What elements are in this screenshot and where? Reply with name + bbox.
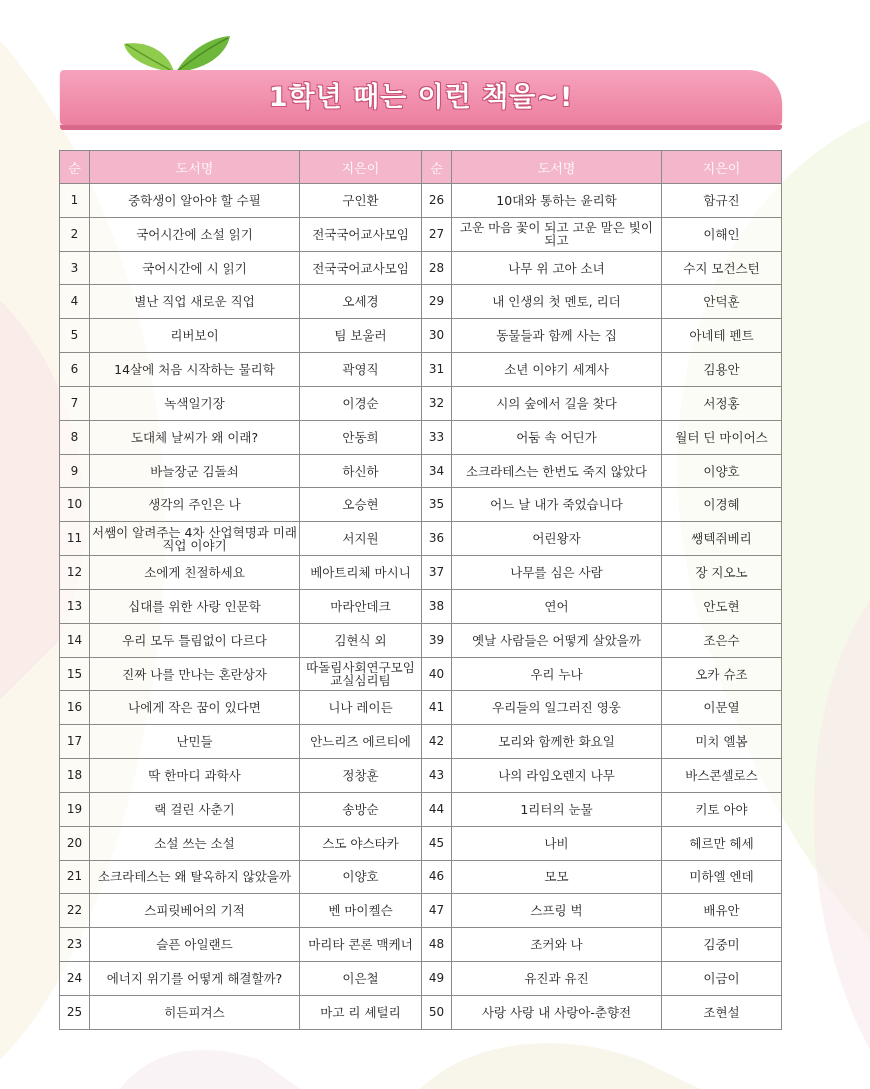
- book-author: 서정홍: [662, 386, 782, 420]
- page-title: 1학년 때는 이런 책을~!: [268, 82, 574, 113]
- book-author: 니나 레이든: [300, 691, 422, 725]
- table-row: [60, 589, 782, 623]
- book-list-table: [59, 150, 782, 1030]
- book-title: 리버보이: [90, 319, 300, 353]
- table-row: [60, 420, 782, 454]
- book-title: 모리와 함께한 화요일: [452, 725, 662, 759]
- book-author: 이문열: [662, 691, 782, 725]
- book-number: 3: [60, 251, 90, 285]
- table-row: [60, 962, 782, 996]
- book-title: 나무를 심은 사람: [452, 556, 662, 590]
- table-row: [60, 353, 782, 387]
- book-number: 36: [422, 522, 452, 556]
- book-title: 유진과 유진: [452, 962, 662, 996]
- book-author: 오세경: [300, 285, 422, 319]
- book-author: 쌩텍쥐베리: [662, 522, 782, 556]
- table-row: [60, 995, 782, 1029]
- book-author: 조현설: [662, 995, 782, 1029]
- book-author: 오승현: [300, 488, 422, 522]
- book-title: 나무 위 고아 소녀: [452, 251, 662, 285]
- book-author: 조은수: [662, 623, 782, 657]
- book-author: 전국국어교사모임: [300, 217, 422, 251]
- book-title: 바늘장군 김돌쇠: [90, 454, 300, 488]
- book-title: 모모: [452, 860, 662, 894]
- book-author: 하신하: [300, 454, 422, 488]
- book-title: 소설 쓰는 소설: [90, 826, 300, 860]
- book-author: 곽영직: [300, 353, 422, 387]
- book-number: 11: [60, 522, 90, 556]
- book-number: 40: [422, 657, 452, 691]
- book-author: 마리타 콘론 맥케너: [300, 928, 422, 962]
- book-number: 48: [422, 928, 452, 962]
- book-author: 이양호: [300, 860, 422, 894]
- book-number: 8: [60, 420, 90, 454]
- book-author: 안도현: [662, 589, 782, 623]
- table-row: [60, 759, 782, 793]
- book-title: 나에게 작은 꿈이 있다면: [90, 691, 300, 725]
- book-title: 1리터의 눈물: [452, 792, 662, 826]
- book-number: 28: [422, 251, 452, 285]
- book-number: 29: [422, 285, 452, 319]
- book-author: 베아트리체 마시니: [300, 556, 422, 590]
- book-number: 34: [422, 454, 452, 488]
- book-title: 국어시간에 시 읽기: [90, 251, 300, 285]
- book-author: 바스콘셀로스: [662, 759, 782, 793]
- book-title: 소에게 친절하세요: [90, 556, 300, 590]
- book-title: 나의 라임오렌지 나무: [452, 759, 662, 793]
- book-title: 녹색일기장: [90, 386, 300, 420]
- book-number: 22: [60, 894, 90, 928]
- table-row: [60, 725, 782, 759]
- book-title: 십대를 위한 사랑 인문학: [90, 589, 300, 623]
- book-title: 별난 직업 새로운 직업: [90, 285, 300, 319]
- book-number: 38: [422, 589, 452, 623]
- book-number: 10: [60, 488, 90, 522]
- book-number: 33: [422, 420, 452, 454]
- book-number: 6: [60, 353, 90, 387]
- book-author: 서지원: [300, 522, 422, 556]
- book-author: 월터 딘 마이어스: [662, 420, 782, 454]
- book-title: 10대와 통하는 윤리학: [452, 184, 662, 218]
- table-row: [60, 826, 782, 860]
- book-author: 안느리즈 에르티에: [300, 725, 422, 759]
- table-row: [60, 217, 782, 251]
- book-author: 송방순: [300, 792, 422, 826]
- book-number: 47: [422, 894, 452, 928]
- book-number: 32: [422, 386, 452, 420]
- book-title: 소년 이야기 세계사: [452, 353, 662, 387]
- book-title: 난민들: [90, 725, 300, 759]
- book-title: 히든피겨스: [90, 995, 300, 1029]
- book-author: 전국국어교사모임: [300, 251, 422, 285]
- book-author: 팀 보울러: [300, 319, 422, 353]
- book-title: 조커와 나: [452, 928, 662, 962]
- book-number: 35: [422, 488, 452, 522]
- book-title: 시의 숲에서 길을 찾다: [452, 386, 662, 420]
- book-title: 우리 모두 틀림없이 다르다: [90, 623, 300, 657]
- book-number: 21: [60, 860, 90, 894]
- book-author: 벤 마이켈슨: [300, 894, 422, 928]
- book-number: 13: [60, 589, 90, 623]
- table-row: [60, 488, 782, 522]
- book-number: 42: [422, 725, 452, 759]
- book-author: 이경혜: [662, 488, 782, 522]
- book-title: 슬픈 아일랜드: [90, 928, 300, 962]
- book-author: 이은철: [300, 962, 422, 996]
- table-header-row: [60, 151, 782, 184]
- book-number: 43: [422, 759, 452, 793]
- table-row: [60, 894, 782, 928]
- table-row: [60, 522, 782, 556]
- book-title: 서쌤이 알려주는 4차 산업혁명과 미래 직업 이야기: [90, 522, 300, 556]
- table-row: [60, 556, 782, 590]
- book-number: 14: [60, 623, 90, 657]
- leaf-icon: [122, 30, 232, 74]
- table-row: [60, 184, 782, 218]
- table-row: [60, 691, 782, 725]
- table-row: [60, 657, 782, 691]
- book-title: 연어: [452, 589, 662, 623]
- book-number: 1: [60, 184, 90, 218]
- book-author: 안덕훈: [662, 285, 782, 319]
- book-author: 배유안: [662, 894, 782, 928]
- book-author: 함규진: [662, 184, 782, 218]
- book-author: 이해인: [662, 217, 782, 251]
- book-title: 딱 한마디 과학사: [90, 759, 300, 793]
- book-title: 소크라테스는 왜 탈옥하지 않았을까: [90, 860, 300, 894]
- book-number: 50: [422, 995, 452, 1029]
- table-row: [60, 251, 782, 285]
- book-number: 12: [60, 556, 90, 590]
- book-number: 46: [422, 860, 452, 894]
- book-author: 마라안데크: [300, 589, 422, 623]
- book-title: 어둠 속 어딘가: [452, 420, 662, 454]
- book-title: 생각의 주인은 나: [90, 488, 300, 522]
- book-number: 2: [60, 217, 90, 251]
- table-row: [60, 623, 782, 657]
- book-number: 31: [422, 353, 452, 387]
- book-author: 김용안: [662, 353, 782, 387]
- book-author: 수지 모건스턴: [662, 251, 782, 285]
- book-title: 14살에 처음 시작하는 물리학: [90, 353, 300, 387]
- book-title: 사랑 사랑 내 사랑아-춘향전: [452, 995, 662, 1029]
- book-title: 우리 누나: [452, 657, 662, 691]
- book-number: 25: [60, 995, 90, 1029]
- table-row: [60, 860, 782, 894]
- book-number: 15: [60, 657, 90, 691]
- table-row: [60, 928, 782, 962]
- book-title: 진짜 나를 만나는 혼란상자: [90, 657, 300, 691]
- book-author: 스도 야스타카: [300, 826, 422, 860]
- book-author: 헤르만 헤세: [662, 826, 782, 860]
- book-title: 도대체 날씨가 왜 이래?: [90, 420, 300, 454]
- book-author: 장 지오노: [662, 556, 782, 590]
- book-author: 이경순: [300, 386, 422, 420]
- book-number: 17: [60, 725, 90, 759]
- book-title: 스피릿베어의 기적: [90, 894, 300, 928]
- book-title: 스프링 벅: [452, 894, 662, 928]
- banner-bar: [60, 70, 782, 125]
- book-number: 37: [422, 556, 452, 590]
- book-title: 소크라테스는 한번도 죽지 않았다: [452, 454, 662, 488]
- book-title: 어린왕자: [452, 522, 662, 556]
- header-author: 지은이: [662, 151, 782, 184]
- book-title: 동물들과 함께 사는 집: [452, 319, 662, 353]
- book-number: 20: [60, 826, 90, 860]
- book-author: 김현식 외: [300, 623, 422, 657]
- book-number: 23: [60, 928, 90, 962]
- book-author: 미하엘 엔데: [662, 860, 782, 894]
- header-author: 지은이: [300, 151, 422, 184]
- book-title: 나비: [452, 826, 662, 860]
- book-title: 중학생이 알아야 할 수필: [90, 184, 300, 218]
- book-title: 내 인생의 첫 멘토, 리더: [452, 285, 662, 319]
- book-author: 키토 아야: [662, 792, 782, 826]
- book-author: 마고 리 셰털리: [300, 995, 422, 1029]
- book-number: 49: [422, 962, 452, 996]
- book-number: 18: [60, 759, 90, 793]
- book-author: 정창훈: [300, 759, 422, 793]
- book-number: 9: [60, 454, 90, 488]
- header-title: 도서명: [452, 151, 662, 184]
- banner-shadow: [60, 125, 782, 130]
- book-number: 16: [60, 691, 90, 725]
- book-number: 26: [422, 184, 452, 218]
- header-no: 순: [60, 151, 90, 184]
- book-number: 44: [422, 792, 452, 826]
- book-author: 안동희: [300, 420, 422, 454]
- book-number: 4: [60, 285, 90, 319]
- table-row: [60, 792, 782, 826]
- table-row: [60, 386, 782, 420]
- book-number: 41: [422, 691, 452, 725]
- book-title: 에너지 위기를 어떻게 해결할까?: [90, 962, 300, 996]
- header-no: 순: [422, 151, 452, 184]
- book-number: 24: [60, 962, 90, 996]
- book-number: 39: [422, 623, 452, 657]
- table-row: [60, 454, 782, 488]
- book-title: 랙 걸린 사춘기: [90, 792, 300, 826]
- book-author: 따돌림사회연구모임 교실심리팀: [300, 657, 422, 691]
- book-author: 아네테 펜트: [662, 319, 782, 353]
- book-number: 7: [60, 386, 90, 420]
- book-author: 미치 엘봄: [662, 725, 782, 759]
- title-banner: [60, 30, 782, 130]
- book-author: 김중미: [662, 928, 782, 962]
- book-title: 고운 마음 꽃이 되고 고운 말은 빛이 되고: [452, 217, 662, 251]
- book-number: 30: [422, 319, 452, 353]
- book-number: 19: [60, 792, 90, 826]
- book-author: 이금이: [662, 962, 782, 996]
- book-author: 구인환: [300, 184, 422, 218]
- book-title: 국어시간에 소설 읽기: [90, 217, 300, 251]
- book-title: 옛날 사람들은 어떻게 살았을까: [452, 623, 662, 657]
- book-author: 이양호: [662, 454, 782, 488]
- book-author: 오카 슈조: [662, 657, 782, 691]
- table-row: [60, 319, 782, 353]
- book-number: 5: [60, 319, 90, 353]
- book-number: 45: [422, 826, 452, 860]
- book-title: 우리들의 일그러진 영웅: [452, 691, 662, 725]
- header-title: 도서명: [90, 151, 300, 184]
- book-title: 어느 날 내가 죽었습니다: [452, 488, 662, 522]
- book-number: 27: [422, 217, 452, 251]
- table-row: [60, 285, 782, 319]
